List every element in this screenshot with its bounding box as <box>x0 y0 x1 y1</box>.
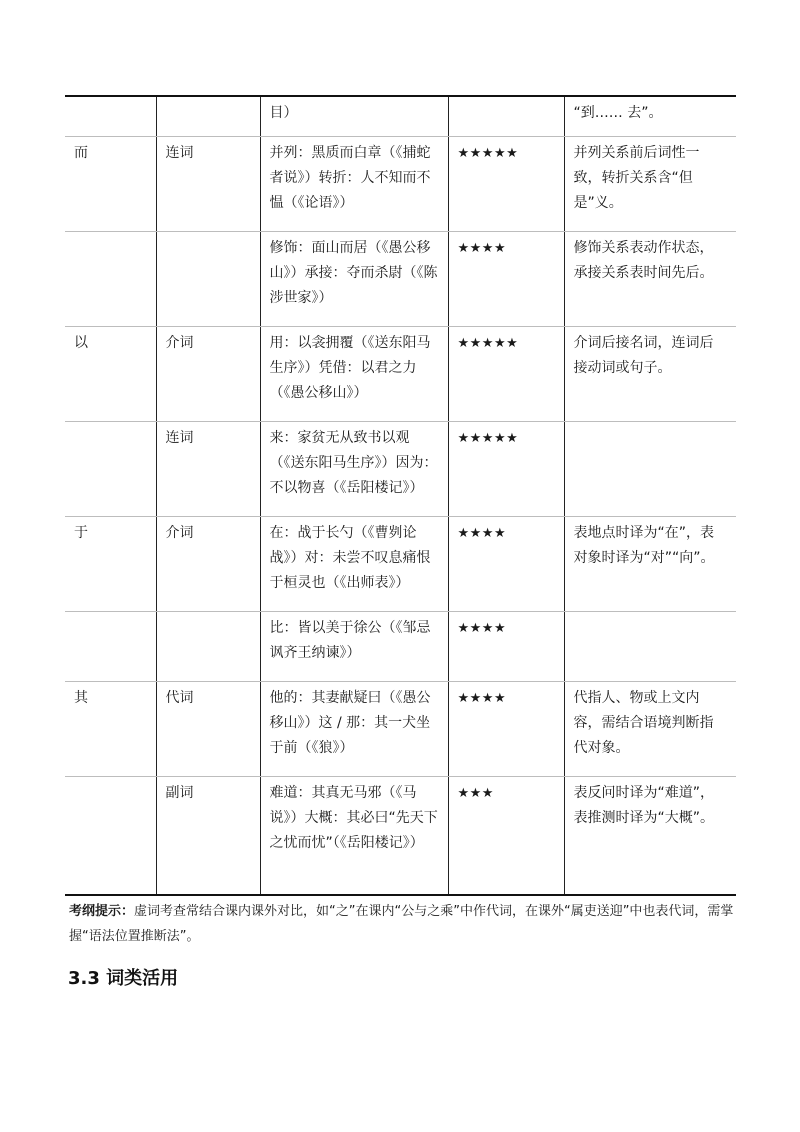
word-cell <box>65 231 156 326</box>
frequency-stars-cell: ★★★★★ <box>448 136 564 231</box>
word-cell: 而 <box>65 136 156 231</box>
note-cell: 并列关系前后词性一致，转折关系含“但是”义。 <box>564 136 736 231</box>
usage-example-cell: 目） <box>260 96 448 136</box>
part-of-speech-cell <box>156 231 260 326</box>
frequency-stars-cell: ★★★★★ <box>448 421 564 516</box>
word-cell: 于 <box>65 516 156 611</box>
table-row <box>65 421 736 516</box>
table-row <box>65 611 736 681</box>
usage-example-cell: 并列：黑质而白章（《捕蛇者说》）转折：人不知而不愠（《论语》） <box>260 136 448 231</box>
usage-example-cell: 用：以衾拥覆（《送东阳马生序》）凭借：以君之力（《愚公移山》） <box>260 326 448 421</box>
part-of-speech-cell <box>156 611 260 681</box>
note-cell: 介词后接名词，连词后接动词或句子。 <box>564 326 736 421</box>
part-of-speech-cell: 副词 <box>156 776 260 895</box>
table-row <box>65 231 736 326</box>
table-row <box>65 136 736 231</box>
note-cell <box>564 611 736 681</box>
table-row <box>65 776 736 895</box>
part-of-speech-cell: 连词 <box>156 421 260 516</box>
note-cell: 表地点时译为“在”，表对象时译为“对”“向”。 <box>564 516 736 611</box>
exam-tip-label: 考纲提示： <box>69 904 135 919</box>
word-cell: 以 <box>65 326 156 421</box>
note-cell <box>564 421 736 516</box>
part-of-speech-cell: 代词 <box>156 681 260 776</box>
usage-example-cell: 比：皆以美于徐公（《邹忌讽齐王纳谏》） <box>260 611 448 681</box>
exam-tip-note <box>69 899 737 949</box>
part-of-speech-cell: 介词 <box>156 326 260 421</box>
usage-example-cell: 修饰：面山而居（《愚公移山》）承接：夺而杀尉（《陈涉世家》） <box>260 231 448 326</box>
part-of-speech-cell: 连词 <box>156 136 260 231</box>
word-cell: 其 <box>65 681 156 776</box>
frequency-stars-cell: ★★★★ <box>448 231 564 326</box>
frequency-stars-cell: ★★★★ <box>448 611 564 681</box>
frequency-stars-cell <box>448 96 564 136</box>
part-of-speech-cell <box>156 96 260 136</box>
note-cell: 表反问时译为“难道”，表推测时译为“大概”。 <box>564 776 736 895</box>
frequency-stars-cell: ★★★ <box>448 776 564 895</box>
frequency-stars-cell: ★★★★ <box>448 516 564 611</box>
table-row <box>65 516 736 611</box>
table-row <box>65 681 736 776</box>
usage-example-cell: 来：家贫无从致书以观（《送东阳马生序》）因为：不以物喜（《岳阳楼记》） <box>260 421 448 516</box>
function-words-table <box>65 95 736 896</box>
table-row <box>65 326 736 421</box>
part-of-speech-cell: 介词 <box>156 516 260 611</box>
word-cell <box>65 611 156 681</box>
usage-example-cell: 难道：其真无马邪（《马说》）大概：其必曰“先天下之忧而忧”（《岳阳楼记》） <box>260 776 448 895</box>
section-heading: 3.3 词类活用 <box>68 968 179 989</box>
table-row <box>65 96 736 136</box>
exam-tip-text: 虚词考查常结合课内课外对比，如“之”在课内“公与之乘”中作代词，在课外“属吏送迎”中也表代词，需掌握“语法位置推断法”。 <box>69 904 734 944</box>
word-cell <box>65 776 156 895</box>
word-cell <box>65 96 156 136</box>
note-cell: 代指人、物或上文内容，需结合语境判断指代对象。 <box>564 681 736 776</box>
note-cell: “到…… 去”。 <box>564 96 736 136</box>
frequency-stars-cell: ★★★★ <box>448 681 564 776</box>
usage-example-cell: 他的：其妻献疑曰（《愚公移山》）这 / 那：其一犬坐于前（《狼》） <box>260 681 448 776</box>
usage-example-cell: 在：战于长勺（《曹刿论战》）对：未尝不叹息痛恨于桓灵也（《出师表》） <box>260 516 448 611</box>
frequency-stars-cell: ★★★★★ <box>448 326 564 421</box>
word-cell <box>65 421 156 516</box>
note-cell: 修饰关系表动作状态，承接关系表时间先后。 <box>564 231 736 326</box>
